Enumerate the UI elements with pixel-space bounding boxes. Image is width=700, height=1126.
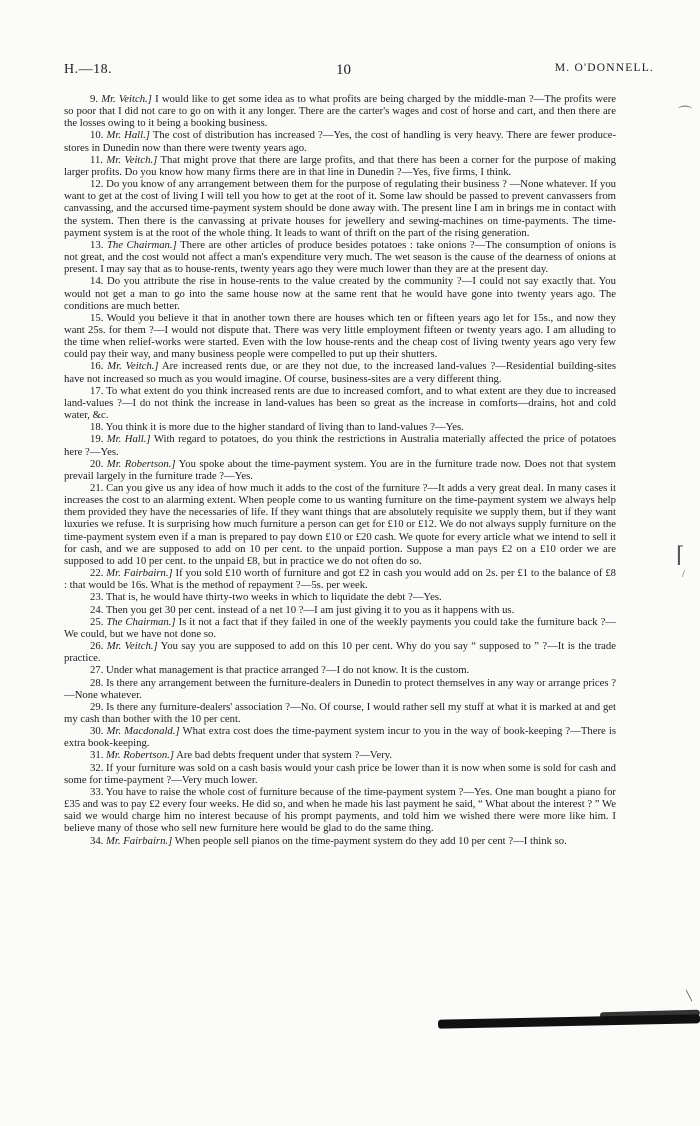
question-number: 18. [90, 421, 104, 434]
question-number: 16. [90, 360, 104, 373]
question-number: 19. [90, 433, 104, 446]
paragraph-text: Is there any furniture-dealers' association ?—No. Of course, I would rather sell my stuff at what it is marked at and get my cash than bother with the 10 per cent. [64, 700, 617, 725]
speaker-name: Mr. Hall.] [106, 433, 151, 446]
speaker-name: The Chairman.] [106, 615, 176, 628]
question-number: 29. [90, 700, 104, 713]
paragraph-text: Are increased rents due, or are they not due, to the increased land-values ?—Residential building-sites have not increased so much as you would imagine. Of course, business-sites are a very different thing. [64, 360, 617, 385]
paragraph-text: That might prove that there are large profits, and that there has been a corner for the purpose of making larger profits. Do you know how many firms there are in that line in Dunedin ?—Yes, five firms, I think. [64, 153, 616, 178]
question-answer-paragraph [64, 664, 616, 676]
question-number: 23. [90, 591, 104, 604]
question-answer-paragraph [64, 482, 616, 567]
speaker-name: Mr. Veitch.] [107, 360, 159, 373]
paragraph-text: Is there any arrangement between the furniture-dealers in Dunedin to protect themselves in any way or arrange prices ?—None whatever. [64, 676, 617, 701]
paragraph-text: That is, he would have thirty-two weeks in which to liquidate the debt ?—Yes. [105, 591, 442, 604]
question-number: 13. [90, 238, 104, 251]
speaker-name: Mr. Robertson.] [106, 457, 176, 470]
question-answer-paragraph [64, 762, 616, 786]
question-number: 34. [90, 834, 104, 847]
question-number: 17. [90, 384, 104, 397]
paragraph-text: If your furniture was sold on a cash basis would your cash price be lower than it is now when some is sold for cash and some for time-payment ?—Very much lower. [64, 761, 616, 786]
witness-name: M. O'DONNELL. [554, 62, 654, 74]
question-answer-paragraph [64, 239, 616, 275]
paragraph-text: You have to raise the whole cost of furniture because of the time-payment system ?—Yes. One man bought a piano for £35 and was to pay £2 every four weeks. He did so, and when he made his last payment he said, “ What about the interest ? ” We said we would charge him no interest because of his prompt payments, and told him we wished there were more like him. I believe many of those who sell new furniture here would be glad to do the same thing. [64, 785, 616, 835]
question-number: 30. [90, 725, 104, 738]
question-answer-paragraph [64, 835, 616, 847]
page-header [64, 62, 654, 80]
evidence-text [64, 93, 616, 847]
question-answer-paragraph [64, 591, 616, 603]
question-answer-paragraph [64, 385, 616, 421]
question-answer-paragraph [64, 275, 616, 311]
paragraph-text: Is it not a fact that if they failed in one of the weekly payments you could take the furniture back ?—We could, but we have not done so. [64, 615, 617, 640]
question-number: 25. [90, 615, 104, 628]
paragraph-text: Do you know of any arrangement between them for the purpose of regulating their business ? —None whatever. If you want to get at the cost of living I will tell you how to get at the root of it. Some law should be passed to prevent canvassers from canvassing, and the accursed time-payment system should be done away with. The present line I am in brings me in contact with the system. Then there is the canvassing at private houses for jewellery and sewing-machines on time-payments. The time-payment system is at the root of the whole thing. It leads to want of thrift on the part of the rising generation. [64, 178, 617, 239]
paragraph-text: I would like to get some idea as to what profits are being charged by the middle-man ?—The profits were so poor that I did not care to go on with it any longer. There are the carter's wages and cost of horse and cart, and then there are the losses owing to it being a booking business. [64, 93, 617, 130]
question-answer-paragraph [64, 616, 616, 640]
paragraph-text: When people sell pianos on the time-payment system do they add 10 per cent ?—I think so. [172, 834, 567, 847]
speaker-name: Mr. Robertson.] [106, 749, 175, 762]
paragraph-text: To what extent do you think increased rents are due to increased comfort, and to what extent are they due to increased land-values ?—I do not think the increase in land-values has been so great as the increase in comforts—drains, hot and cold water, &c. [64, 384, 616, 422]
paragraph-text: Do you attribute the rise in house-rents to the value created by the community ?—I could not say exactly that. You would not get a man to go into the same house now at the same rent that he would have gone into twenty years ago. The conditions are much better. [64, 275, 616, 312]
question-number: 24. [90, 603, 104, 616]
question-number: 11. [90, 153, 103, 166]
margin-mark: ╲ [686, 991, 693, 1002]
question-answer-paragraph [64, 458, 616, 482]
question-answer-paragraph [64, 786, 616, 835]
speaker-name: Mr. Macdonald.] [106, 725, 180, 738]
question-number: 12. [90, 178, 104, 191]
question-answer-paragraph [64, 567, 616, 591]
question-answer-paragraph [64, 677, 616, 701]
paragraph-text: Can you give us any idea of how much it adds to the cost of the furniture ?—It adds a very great deal. In many cases it increases the cost to an alarming extent. When people come to us wanting furniture on the time-payment system we always help them provided they have the necessaries of life. If they want things that are absolutely requisite we supply them, but if they want luxuries we refuse. It is surprising how much furniture a person can get for £10 or £12. We do not always supply furniture on the time-payment system even if a man is prepared to pay down £10 or £20 cash. We quote for every article what we intend to sell it for cash, and we are supposed to add on 10 per cent. to the unpaid portion. Suppose a man pays £2 on a £10 order we are supposed to add 10 per cent. to the unpaid £8, but in practice we do not often do so. [64, 482, 616, 567]
paragraph-text: Under what management is that practice arranged ?—I do not know. It is the custom. [106, 664, 470, 677]
paragraph-text: There are other articles of produce besides potatoes : take onions ?—The consumption of onions is not great, and the cost would not affect a man's expenditure very much. The wet season is the cause of the dearness of onions at present. I may say that as to house-rents, twenty years ago they were much lower than they are at the present day. [64, 238, 617, 276]
paragraph-text: You think it is more due to the higher standard of living than to land-values ?—Yes. [105, 421, 464, 434]
speaker-name: Mr. Fairbairn.] [106, 567, 173, 580]
question-number: 26. [90, 640, 104, 653]
speaker-name: Mr. Veitch.] [106, 640, 158, 653]
question-answer-paragraph [64, 749, 616, 761]
question-number: 22. [90, 567, 104, 580]
speaker-name: Mr. Veitch.] [101, 93, 152, 105]
question-answer-paragraph [64, 640, 616, 664]
paragraph-text: You spoke about the time-payment system. You are in the furniture trade now. Does not that system prevail largely in the furniture trade ?—Yes. [64, 457, 616, 482]
question-answer-paragraph [64, 93, 616, 129]
question-answer-paragraph [64, 701, 616, 725]
question-number: 31. [90, 749, 104, 762]
question-number: 32. [90, 761, 104, 774]
paragraph-text: Then you get 30 per cent. instead of a net 10 ?—I am just giving it to you as it happens with us. [105, 603, 515, 616]
paragraph-text: If you sold £10 worth of furniture and got £2 in cash you would add on 2s. per £1 to the balance of £8 : that would be 16s. What is the method of repayment ?—5s. per week. [64, 567, 617, 592]
question-number: 27. [90, 664, 104, 677]
paragraph-text: Are bad debts frequent under that system ?—Very. [174, 749, 393, 762]
paragraph-text: What extra cost does the time-payment system incur to you in the way of book-keeping ?—There is extra book-keeping. [64, 725, 617, 750]
question-number: 15. [90, 311, 104, 324]
question-answer-paragraph [64, 604, 616, 616]
question-number: 9. [90, 93, 99, 105]
paragraph-text: With regard to potatoes, do you think the restrictions in Australia materially affected the price of potatoes here ?—Yes. [64, 433, 616, 458]
paragraph-text: Would you believe it that in another town there are houses which ten or fifteen years ago let for 15s., and now they want 25s. for them ?—I would not dispute that. There was very little employment fifteen or twenty years ago. I am alluding to the time when relief-works were started. Even with the low house-rents and the cheap cost of living twenty years ago very few could pay their way, and many business people were compelled to put up their shutters. [64, 311, 616, 361]
speaker-name: Mr. Fairbairn.] [106, 834, 173, 847]
margin-mark: ⌈ [676, 542, 685, 567]
paragraph-text: The cost of distribution has increased ?—Yes, the cost of handling is very heavy. There are fewer produce-stores in Dunedin now than there were twenty years ago. [64, 129, 617, 154]
question-answer-paragraph [64, 129, 616, 153]
speaker-name: The Chairman.] [106, 238, 177, 251]
question-number: 10. [90, 129, 104, 142]
page-number: 10 [336, 62, 351, 78]
question-number: 33. [90, 785, 104, 798]
question-answer-paragraph [64, 178, 616, 239]
speaker-name: Mr. Hall.] [106, 129, 150, 142]
paper-reference: H.—18. [64, 62, 113, 77]
question-answer-paragraph [64, 433, 616, 457]
speaker-name: Mr. Veitch.] [106, 153, 158, 166]
question-number: 20. [90, 457, 104, 470]
question-answer-paragraph [64, 360, 616, 384]
question-answer-paragraph [64, 725, 616, 749]
margin-mark: / [682, 569, 685, 580]
question-answer-paragraph [64, 421, 616, 433]
question-answer-paragraph [64, 312, 616, 361]
margin-mark: ⌒ [678, 107, 692, 122]
question-number: 21. [90, 482, 104, 494]
question-number: 14. [90, 275, 104, 288]
paragraph-text: You say you are supposed to add on this 10 per cent. Why do you say “ supposed to ” ?—It is the trade practice. [64, 640, 617, 665]
question-number: 28. [90, 676, 104, 689]
question-answer-paragraph [64, 154, 616, 178]
